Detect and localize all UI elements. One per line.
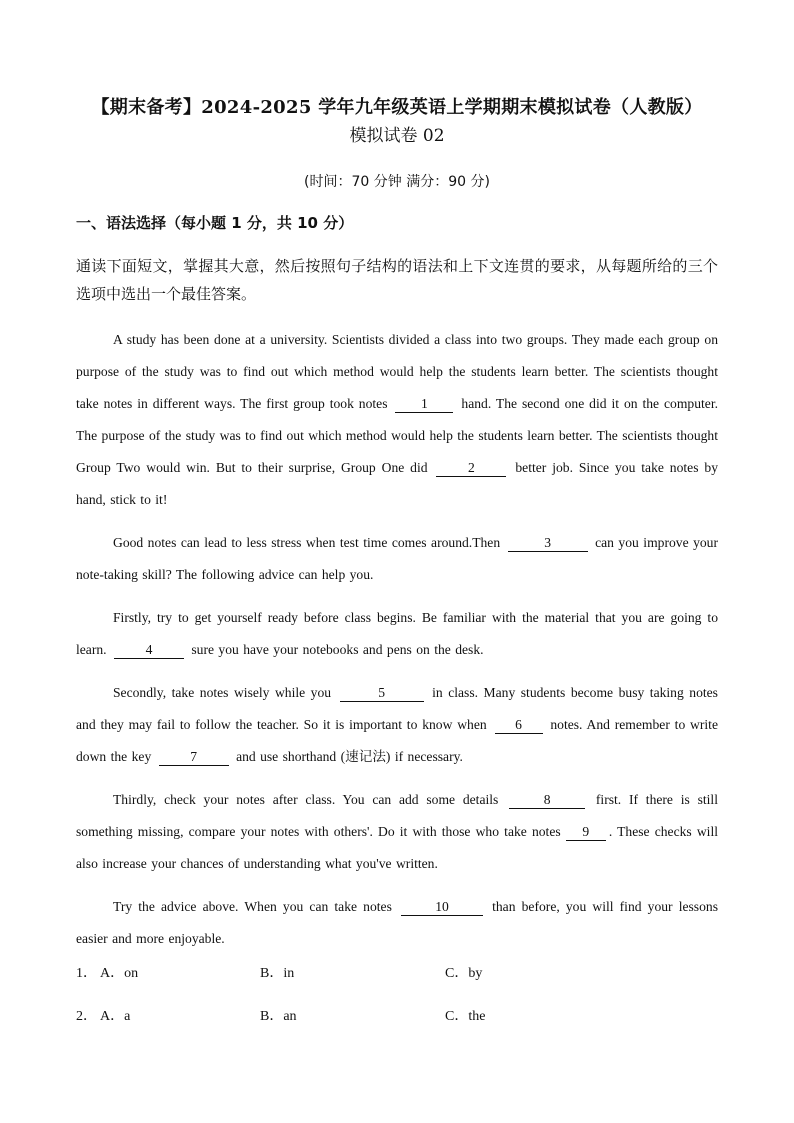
blank-7: 7 [159,748,229,766]
blank-6: 6 [495,716,543,734]
blank-8: 8 [509,791,585,809]
passage-text: better job. Since you take notes by hand, stick to it! [76,460,718,507]
exam-meta: (时间：70 分钟 满分：90 分) [304,174,490,190]
blank-1: 1 [395,395,453,413]
passage-paragraph-1 [76,324,718,516]
question-row-2 [76,1005,718,1048]
passage-text: A study has been done at a university. Scientists divided a class into two groups. They made each group on purpose of the study was to find out which method would help the students learn better. The scientists thought take notes in different ways. The first group took notes [76,332,718,411]
question-number: 2． [76,1009,97,1024]
option-b: B．in [260,966,295,981]
question-number: 1． [76,966,97,981]
option-a: A．a [100,1009,131,1024]
passage-text: in class. Many students become busy taking notes and they may fail to follow the teacher. So it is important to know when [76,685,718,732]
passage-text: Firstly, try to get yourself ready before class begins. Be familiar with the material that you are going to learn. [76,610,718,657]
blank-9: 9 [566,823,606,841]
passage-text: can you improve your note-taking skill? The following advice can help you. [76,535,718,582]
passage-text: hand. The second one did it on the computer. The purpose of the study was to find out which method would help the students learn better. The scientists thought Group Two would win. But to their surprise, Group One did [76,396,719,475]
passage-text: first. If there is still something missing, compare your notes with others'. Do it with those who take notes [76,792,718,839]
passage-text: and use shorthand (速记法) if necessary. [236,749,463,764]
blank-10: 10 [401,898,483,916]
question-row-1 [76,962,718,1005]
passage-text: notes. And remember to write down the key [76,717,718,764]
passage-paragraph-6 [76,891,718,955]
option-c: C．the [445,1009,486,1024]
blank-2: 2 [436,459,506,477]
question-list [76,962,718,1048]
exam-title: 【期末备考】2024-2025 学年九年级英语上学期期末模拟试卷（人教版） [91,97,703,118]
passage-paragraph-4 [76,677,718,773]
exam-subtitle: 模拟试卷 02 [349,126,445,146]
passage-paragraph-2 [76,527,718,591]
option-c: C．by [445,966,483,981]
passage-text: Good notes can lead to less stress when test time comes around.Then [113,535,501,550]
passage-text: sure you have your notebooks and pens on the desk. [191,642,484,657]
passage-paragraph-3 [76,602,718,666]
passage-text: Secondly, take notes wisely while you [113,685,332,700]
passage-paragraph-5 [76,784,718,880]
reading-passage [76,324,718,966]
section-instructions: 通读下面短文，掌握其大意，然后按照句子结构的语法和上下文连贯的要求，从每题所给的三个选项中选出一个最佳答案。 [76,257,718,303]
blank-4: 4 [114,641,184,659]
blank-3: 3 [508,534,588,552]
option-a: A．on [100,966,139,981]
passage-text: Try the advice above. When you can take notes [113,899,392,914]
passage-text: Thirdly, check your notes after class. You can add some details [113,792,499,807]
passage-text: . These checks will also increase your chances of understanding what you've written. [76,824,718,871]
section-heading: 一、语法选择（每小题 1 分，共 10 分） [76,214,354,232]
option-b: B．an [260,1009,297,1024]
passage-text: than before, you will find your lessons easier and more enjoyable. [76,899,718,946]
blank-5: 5 [340,684,424,702]
